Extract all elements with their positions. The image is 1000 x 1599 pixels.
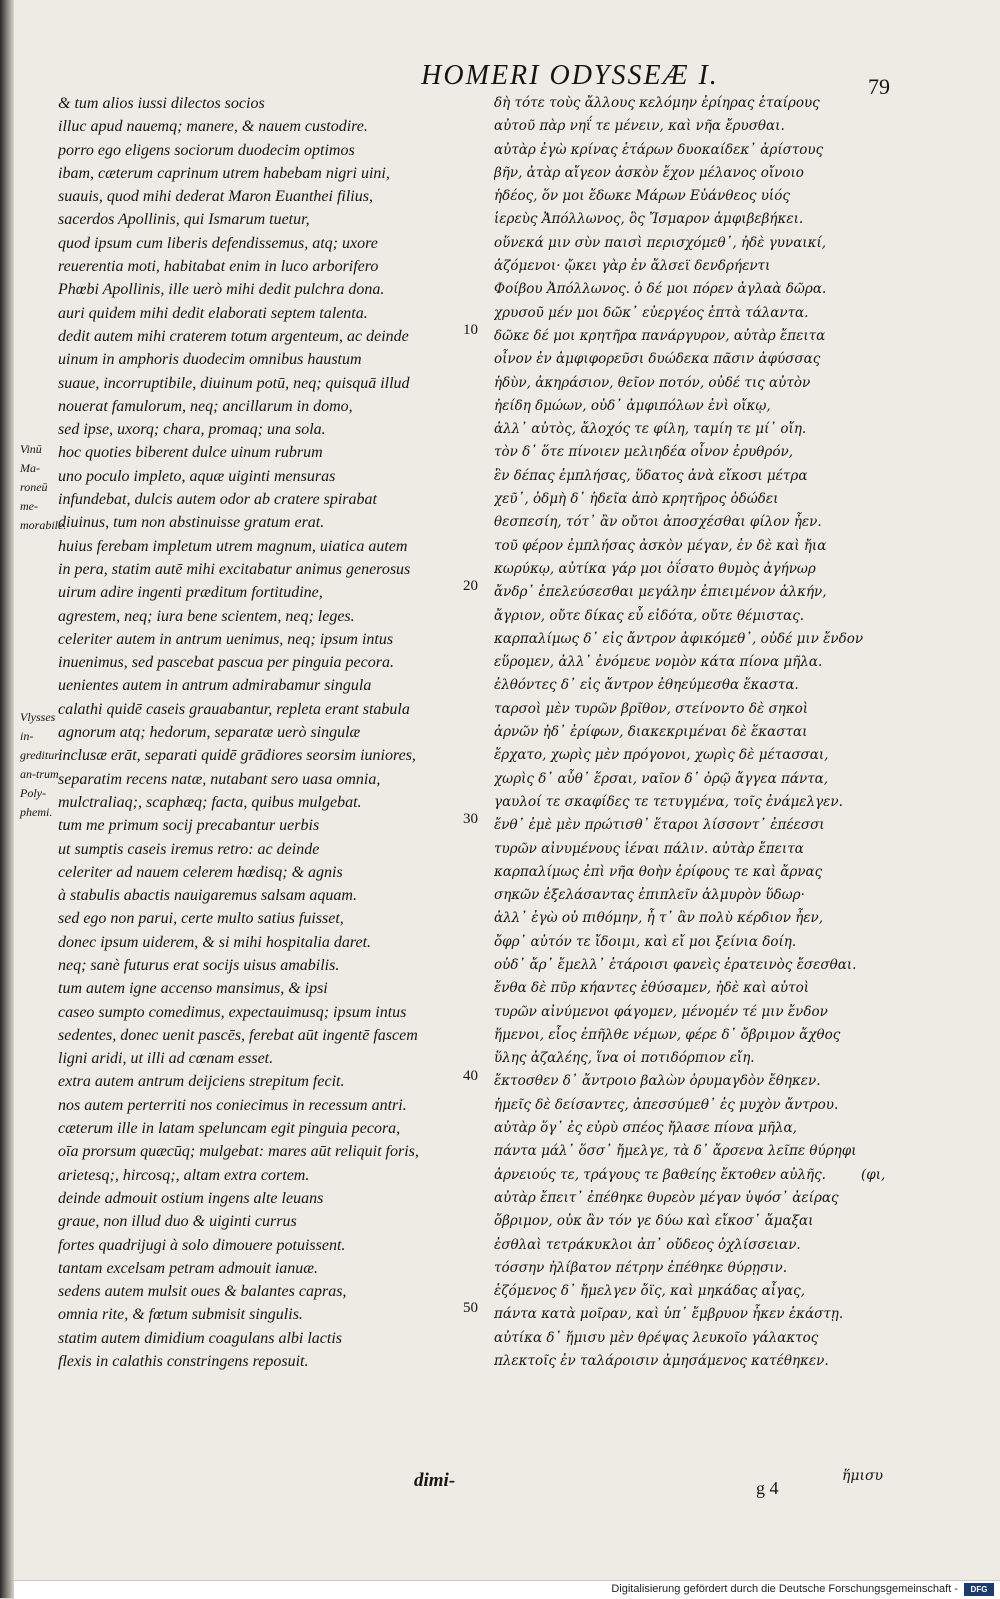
greek-text-column: [494, 92, 914, 1373]
latin-line: celeriter autem in antrum uenimus, neq; ipsum intus: [58, 630, 394, 648]
latin-line: diuinus, tum non abstinuisse gratum erat.: [58, 514, 325, 532]
page-spine-shadow: [0, 0, 14, 1598]
greek-line: θεσπεσίη, τότ᾽ ἂν οὔτοι ἀποσχέσθαι φίλον ἦεν.: [494, 514, 822, 531]
greek-line: ἡμεῖς δὲ δείσαντες, ἀπεσσύμεθ᾽ ἐς μυχὸν ἄντρου.: [494, 1096, 839, 1113]
greek-line: ὄφρ᾽ αὐτόν τε ἴδοιμι, καὶ εἴ μοι ξείνια δοίη.: [494, 933, 797, 950]
latin-line: calathi quidē caseis grauabantur, repleta erant stabula: [58, 700, 410, 718]
footer-credit: Digitalisierung gefördert durch die Deutsche Forschungsgemeinschaft -: [611, 1583, 958, 1595]
greek-line: ἡδὺν, ἀκηράσιον, θεῖον ποτόν, οὐδέ τις αὐτὸν: [494, 374, 811, 391]
latin-line: tum me primum socij precabantur uerbis: [58, 817, 320, 835]
greek-line: ἱερεὺς Ἀπόλλωνος, ὃς Ἴσμαρον ἀμφιβεβήκει.: [494, 211, 804, 228]
greek-line: πλεκτοῖς ἐν ταλάροισιν ἀμησάμενος κατέθηκεν.: [494, 1353, 829, 1370]
latin-line: agrestem, neq; iura bene scientem, neq; leges.: [58, 607, 355, 625]
latin-line: neq; sanè futurus erat socijs uisus amabilis.: [58, 956, 340, 974]
greek-line: χεῦ᾽, ὀδμὴ δ᾽ ἡδεῖα ἀπὸ κρητῆρος ὀδώδει: [494, 491, 779, 508]
greek-line: δῶκε δέ μοι κρητῆρα πανάργυρον, αὐτὰρ ἔπειτα: [494, 327, 826, 344]
latin-line: sedens autem mulsit oues & balantes capras,: [58, 1283, 347, 1301]
latin-line: suaue, incorruptibile, diuinum potū, neq; quisquā illud: [58, 374, 410, 392]
greek-line: ἄγριον, οὔτε δίκας εὖ εἰδότα, οὔτε θέμιστας.: [494, 607, 805, 624]
latin-line: arietesq;, hircosq;, altam extra cortem.: [58, 1166, 310, 1184]
latin-line: ut sumptis caseis iremus retro: ac deinde: [58, 840, 320, 858]
greek-line: ὕλης ἀζαλέης, ἵνα οἱ ποτιδόρπιον εἴη.: [494, 1050, 755, 1067]
greek-line: εὕρομεν, ἀλλ᾽ ἐνόμευε νομὸν κάτα πίονα μῆλα.: [494, 654, 823, 671]
latin-line: omnia rite, & fœtum submisit singulis.: [58, 1306, 303, 1324]
latin-line: uinum in amphoris duodecim omnibus haustum: [58, 351, 362, 369]
greek-line: ἠείδη δμώων, οὐδ᾽ ἀμφιπόλων ἐνὶ οἴκῳ,: [494, 397, 771, 414]
greek-line: οἶνον ἐν ἀμφιφορεῦσι δυώδεκα πᾶσιν ἀφύσσας: [494, 351, 821, 368]
margin-note: Vlysses in-greditur an-trum Poly-phemi.: [20, 710, 59, 819]
greek-line: ἔνθ᾽ ἐμὲ μὲν πρώτισθ᾽ ἕταροι λίσσοντ᾽ ἐπέεσσι: [494, 817, 825, 834]
latin-line: huius ferebam impletum utrem magnum, uiatica autem: [58, 537, 408, 555]
latin-line: uenientes autem in antrum admirabamur singula: [58, 677, 372, 695]
greek-line: καρπαλίμως δ᾽ εἰς ἄντρον ἀφικόμεθ᾽, οὐδέ μιν ἔνδον: [494, 630, 864, 647]
latin-line: infundebat, dulcis autem odor ab cratere spirabat: [58, 491, 377, 509]
latin-translation-column: [58, 92, 470, 1373]
greek-line: τὸν δ᾽ ὅτε πίνοιεν μελιηδέα οἶνον ἐρυθρόν,: [494, 444, 793, 461]
line-number: 20: [463, 578, 478, 594]
greek-line: δὴ τότε τοὺς ἄλλους κελόμην ἐρίηρας ἑταίρους: [494, 95, 820, 111]
latin-line: caseo sumpto comedimus, expectauimusq; ipsum intus: [58, 1003, 407, 1021]
greek-line: οὐδ᾽ ἄρ᾽ ἔμελλ᾽ ἑτάροισι φανεὶς ἐρατεινὸς ἔσεσθαι.: [494, 956, 857, 973]
latin-line: auri quidem mihi dedit elaborati septem talenta.: [58, 304, 368, 322]
line-number: 10: [463, 322, 478, 338]
catchword-latin: dimi-: [414, 1470, 456, 1491]
greek-line: ἑζόμενος δ᾽ ἤμελγεν ὄϊς, καὶ μηκάδας αἶγας,: [494, 1283, 806, 1300]
latin-line: uno poculo impleto, aquæ uiginti mensuras: [58, 467, 336, 485]
greek-line: σηκῶν ἐξελάσαντας ἐπιπλεῖν ἁλμυρὸν ὕδωρ·: [494, 887, 805, 904]
latin-line: ibam, cæterum caprinum utrem habebam nigri uini,: [58, 164, 390, 182]
greek-line: ἐλθόντες δ᾽ εἰς ἄντρον ἐθηεύμεσθα ἕκαστα.: [494, 677, 799, 694]
latin-line: à stabulis abactis nauigaremus salsam aquam.: [58, 887, 357, 905]
greek-line: ἔκτοσθεν δ᾽ ἄντροιο βαλὼν ὀρυμαγδὸν ἔθηκεν.: [494, 1073, 821, 1090]
latin-line: graue, non illud duo & uiginti currus: [58, 1213, 297, 1231]
latin-line: separatim recens natæ, nutabant sero uasa omnia,: [58, 770, 381, 788]
greek-line: αὐτὰρ ὅγ᾽ ἐς εὐρὺ σπέος ἤλασε πίονα μῆλα,: [494, 1120, 797, 1137]
signature-mark: g 4: [756, 1478, 779, 1498]
latin-line: sacerdos Apollinis, qui Ismarum tuetur,: [58, 211, 310, 229]
latin-line: & tum alios iussi dilectos socios: [58, 95, 265, 112]
latin-line: uirum adire ingenti præditum fortitudine,: [58, 584, 323, 602]
latin-line: sed ipse, uxorq; chara, promaq; una sola.: [58, 421, 326, 439]
page-number: 79: [868, 74, 890, 99]
greek-line: ἡδέος, ὅν μοι ἔδωκε Μάρων Εὐάνθεος υἱός: [494, 188, 790, 205]
line-number: 40: [463, 1068, 478, 1084]
greek-line: Φοίβου Ἀπόλλωνος. ὁ δέ μοι πόρεν ἀγλαὰ δῶρα.: [494, 281, 827, 298]
greek-line: καρπαλίμως ἐπὶ νῆα θοὴν ἐρίφους τε καὶ ἄρνας: [494, 863, 823, 880]
latin-line: inclusæ erāt, separati quidē grādiores seorsim iuniores,: [58, 747, 416, 765]
latin-line: extra autem antrum deijciens strepitum fecit.: [58, 1073, 345, 1091]
greek-line: ἐσθλαὶ τετράκυκλοι ἀπ᾽ οὔδεος ὀχλίσσειαν.: [494, 1236, 801, 1253]
greek-overflow-mark: (φι,: [861, 1166, 886, 1183]
latin-line: oīa prorsum quæcūq; mulgebat: mares aūt reliquit foris,: [58, 1143, 419, 1161]
greek-line: ἀλλ᾽ ἐγὼ οὐ πιθόμην, ἦ τ᾽ ἂν πολὺ κέρδιον ἦεν,: [494, 910, 824, 927]
greek-line: αὐτὰρ ἐγὼ κρίνας ἑτάρων δυοκαίδεκ᾽ ἀρίστους: [494, 141, 824, 158]
latin-line: cæterum ille in latam speluncam egit pinguia pecora,: [58, 1120, 401, 1138]
latin-line: illuc apud nauemq; manere, & nauem custodire.: [58, 118, 368, 136]
latin-line: porro ego eligens sociorum duodecim optimos: [58, 141, 355, 159]
latin-line: inuenimus, sed pascebat pascua per pinguia pecora.: [58, 654, 394, 672]
latin-line: sedentes, donec uenit pascēs, ferebat aūt ingentē fascem: [58, 1026, 418, 1044]
margin-note: Vinū Ma-roneū me-morabile.: [20, 442, 67, 532]
greek-line: οὕνεκά μιν σὺν παισὶ περισχόμεθ᾽, ἠδὲ γυναικί,: [494, 234, 827, 251]
greek-line: αὐτοῦ πὰρ νηΐ τε μένειν, καὶ νῆα ἔρυσθαι.: [494, 118, 785, 135]
greek-line: τυρῶν αἰνύμενοι φάγομεν, μένομέν τέ μιν ἔνδον: [494, 1003, 828, 1020]
latin-line: fortes quadrijugi à solo dimouere potuissent.: [58, 1236, 346, 1254]
latin-line: suauis, quod mihi dederat Maron Euanthei filius,: [58, 188, 373, 206]
greek-line: χωρὶς δ᾽ αὖθ᾽ ἕρσαι, ναῖον δ᾽ ὀρῷ ἄγγεα πάντα,: [494, 770, 829, 787]
latin-line: deinde admouit ostium ingens alte leuans: [58, 1189, 324, 1207]
latin-line: tantam excelsam petram admouit ianuæ.: [58, 1259, 318, 1277]
latin-line: statim autem dimidium coagulans albi lactis: [58, 1329, 342, 1347]
latin-line: donec ipsum uiderem, & si mihi hospitalia daret.: [58, 933, 372, 951]
latin-line: agnorum atq; hedorum, separatæ uerò singulæ: [58, 724, 361, 742]
greek-line: κωρύκῳ, αὐτίκα γάρ μοι ὀΐσατο θυμὸς ἀγήνωρ: [494, 560, 816, 577]
greek-line: τοῦ φέρον ἐμπλήσας ἀσκὸν μέγαν, ἐν δὲ καὶ ἤια: [494, 537, 827, 554]
line-number: 50: [463, 1300, 478, 1316]
greek-line: ἀρνῶν ἠδ᾽ ἐρίφων, διακεκριμέναι δὲ ἕκασται: [494, 724, 808, 741]
latin-line: Phœbi Apollinis, ille uerò mihi dedit pulchra dona.: [58, 281, 385, 299]
greek-line: βῆν, ἀτὰρ αἴγεον ἀσκὸν ἔχον μέλανος οἴνοιο: [494, 164, 804, 181]
running-title: HOMERI ODYSSEÆ I.: [421, 60, 719, 91]
greek-line: αὐτὰρ ἔπειτ᾽ ἐπέθηκε θυρεὸν μέγαν ὑψόσ᾽ ἀείρας: [494, 1189, 839, 1206]
greek-line: αὐτίκα δ᾽ ἥμισυ μὲν θρέψας λευκοῖο γάλακτος: [494, 1329, 819, 1346]
greek-line: ἀρνειούς τε, τράγους τε βαθείης ἔκτοθεν αὐλῆς.: [494, 1166, 826, 1183]
greek-line: ἁζόμενοι· ᾤκει γὰρ ἐν ἄλσεϊ δενδρήεντι: [494, 258, 771, 275]
latin-line: tum autem igne accenso mansimus, & ipsi: [58, 980, 328, 998]
greek-line: ὄβριμον, οὐκ ἂν τόν γε δύω καὶ εἴκοσ᾽ ἄμαξαι: [494, 1213, 814, 1230]
latin-line: ligni aridi, ut illi ad cœnam esset.: [58, 1050, 274, 1068]
greek-line: ἀλλ᾽ αὐτὸς, ἄλοχός τε φίλη, ταμίη τε μί᾽ οἴη.: [494, 421, 807, 438]
latin-line: reuerentia moti, habitabat enim in luco arborifero: [58, 258, 379, 276]
greek-line: τυρῶν αἰνυμένους ἰέναι πάλιν. αὐτὰρ ἔπειτα: [494, 840, 804, 857]
latin-line: in pera, statim autē mihi excitabatur animus generosus: [58, 560, 411, 578]
dfg-logo: DFG: [964, 1583, 994, 1596]
greek-line: χρυσοῦ μέν μοι δῶκ᾽ εὐεργέος ἑπτὰ τάλαντα.: [494, 304, 809, 321]
latin-line: dedit autem mihi craterem totum argenteum, ac deinde: [58, 327, 409, 345]
latin-line: celeriter ad nauem celerem hœdisq; & agnis: [58, 863, 343, 881]
latin-line: nos autem perterriti nos coniecimus in recessum antri.: [58, 1096, 407, 1114]
greek-line: γαυλοί τε σκαφίδες τε τετυγμένα, τοῖς ἐνάμελγεν.: [494, 793, 843, 810]
greek-line: ταρσοὶ μὲν τυρῶν βρῖθον, στείνοντο δὲ σηκοὶ: [494, 700, 809, 717]
latin-line: mulctraliaq;, scaphæq; facta, quibus mulgebat.: [58, 793, 362, 811]
latin-line: nouerat famulorum, neq; ancillarum in domo,: [58, 397, 353, 415]
greek-line: πάντα μάλ᾽ ὅσσ᾽ ἤμελγε, τὰ δ᾽ ἄρσενα λεῖπε θύρηφι: [494, 1143, 857, 1160]
digitization-footer: [14, 1580, 1000, 1599]
catchword-greek: ἥμισυ: [842, 1468, 884, 1484]
latin-line: sed ego non parui, certe multo satius fuisset,: [58, 910, 344, 928]
greek-line: πάντα κατὰ μοῖραν, καὶ ὑπ᾽ ἔμβρυον ἧκεν ἑκάστῃ.: [494, 1306, 844, 1323]
line-number: 30: [463, 811, 478, 827]
greek-line: ἔνθα δὲ πῦρ κήαντες ἐθύσαμεν, ἠδὲ καὶ αὐτοὶ: [494, 980, 810, 997]
greek-line: ἓν δέπας ἐμπλήσας, ὕδατος ἀνὰ εἴκοσι μέτρα: [494, 467, 808, 484]
latin-line: hoc quoties biberent dulce uinum rubrum: [58, 444, 323, 462]
greek-line: ἥμενοι, εἷος ἐπῆλθε νέμων, φέρε δ᾽ ὄβριμον ἄχθος: [494, 1026, 841, 1043]
greek-line: ἄνδρ᾽ ἐπελεύσεσθαι μεγάλην ἐπιειμένον ἀλκήν,: [494, 584, 827, 601]
latin-line: quod ipsum cum liberis defendissemus, atq; uxore: [58, 234, 378, 252]
greek-line: τόσσην ἠλίβατον πέτρην ἐπέθηκε θύρῃσιν.: [494, 1259, 788, 1276]
greek-line: ἔρχατο, χωρὶς μὲν πρόγονοι, χωρὶς δὲ μέτασσαι,: [494, 747, 829, 764]
latin-line: flexis in calathis constringens reposuit.: [58, 1353, 309, 1371]
